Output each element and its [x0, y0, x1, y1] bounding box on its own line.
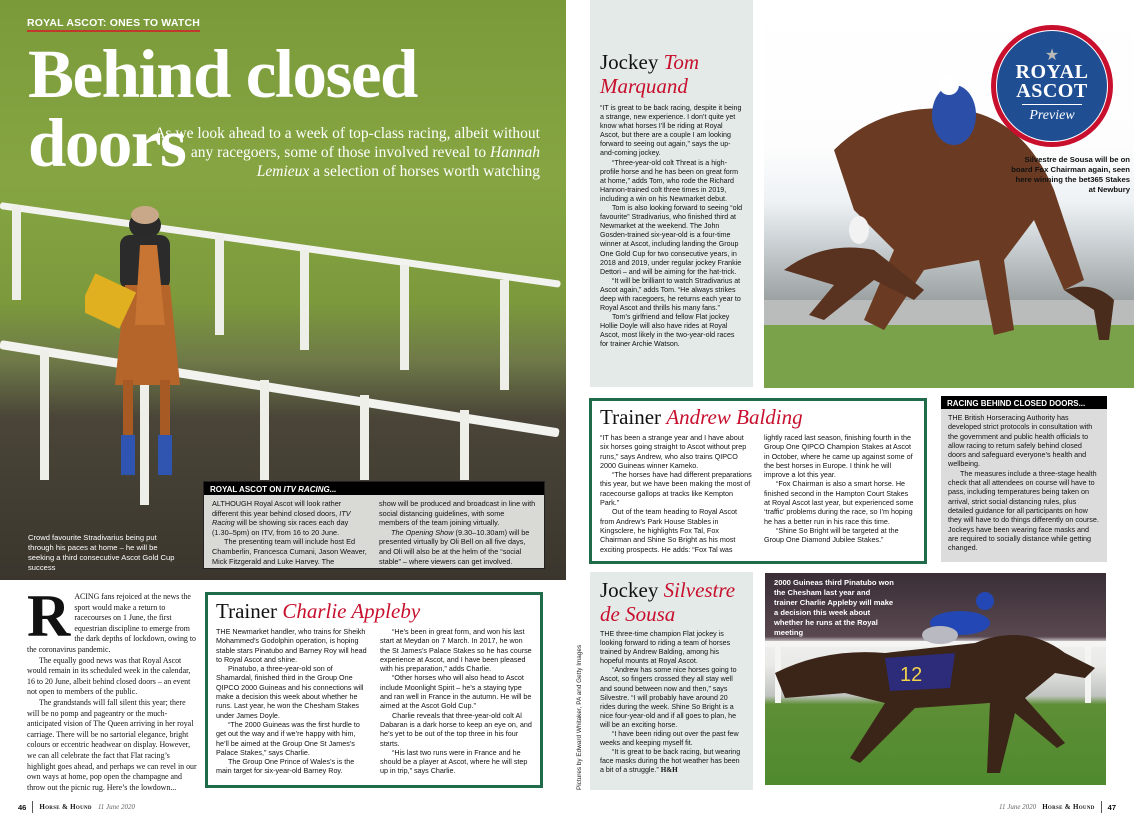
section-kicker: ROYAL ASCOT: ONES TO WATCH: [27, 17, 200, 32]
divider: [32, 801, 33, 813]
box-column: [764, 433, 916, 554]
photo-caption: Silvestre de Sousa will be on board Fox Chairman again, seen here winning the bet365 Stakes at Newbury: [1011, 155, 1130, 194]
person-name: Andrew Balding: [666, 405, 803, 429]
paragraph: The measures include a three-stage health check that all attendees on course will have to pass, including temperatures being taken on arrival, strict social distancing rules, plus detailed guidance for all participants on how they will have to do things differently on course. Jockeys have been wearing face masks and are required to socially distance while getting changed.: [948, 468, 1099, 553]
paragraph: lightly raced last season, finishing fourth in the Group One QIPCO Champion Stakes at Ascot in October, where he came up against some of the best horses in Europe. I think he will improve a lot this year.: [764, 433, 913, 480]
racing-behind-closed-doors-box: [941, 396, 1107, 562]
paragraph: “Andrew has some nice horses going to Ascot, so fingers crossed they all stay well and sound between now and then,” says Silvestre. “I will probably have around 20 rides during the week. Shine So Bright is a nice four-year-old and if all goes to plan, he will be an exciting horse.: [600, 666, 737, 729]
trainer-andrew-balding-box: [589, 398, 927, 564]
saddlecloth-number: 12: [900, 664, 923, 686]
box-heading: [600, 405, 916, 429]
page-footer-right: [999, 801, 1116, 813]
paragraph: Pinatubo, a three-year-old son of Shamardal, finished third in the Group One QIPCO 2000 Guineas and his connections will make a decision this week about whether he runs. Last year, he won the Chesham Stakes under James Doyle.: [216, 664, 364, 720]
badge-line: Preview: [1029, 107, 1075, 123]
paragraph: The Group One Prince of Wales’s is the main target for six-year-old Barney Roy.: [216, 757, 355, 776]
box-column: [379, 499, 536, 566]
badge-line: ROYAL: [1015, 60, 1089, 83]
rail-post: [215, 235, 224, 335]
box-column: [212, 499, 369, 566]
badge-line: ASCOT: [1016, 79, 1088, 102]
role-label: Trainer: [600, 405, 667, 429]
paragraph: Tom’s girlfriend and fellow Flat jockey Hollie Doyle will also have rides at Royal Ascot, most likely in the two-year-old races for trainer Archie Watson.: [600, 313, 735, 349]
rail-post: [360, 395, 369, 480]
text: (9.30–10.30am) will be presented virtually by Oli Bell on all five days, and Oli will also be at the helm of the “social stable” – where viewers can get involved.: [379, 527, 530, 566]
photo-caption: Crowd favourite Stradivarius being put through his paces at home – he will be seeking a third consecutive Ascot Gold Cup success: [28, 533, 175, 572]
paragraph: “Fox Chairman is also a smart horse. He finished second in the Hampton Court Stakes at Royal Ascot last year, but experienced some ‘traffic’ problems during the race, so I’m hoping he has a better run in his race this time.: [764, 479, 914, 526]
picture-credit: Pictures by Edward Whitaker, PA and Getty Images: [576, 644, 583, 790]
box-title: RACING BEHIND CLOSED DOORS...: [941, 396, 1107, 409]
rail-post: [460, 410, 469, 480]
text: “It is great to be back racing, but wearing face masks during the hot weather has been a bit of a struggle.”: [600, 748, 741, 775]
magazine-name: Horse & Hound: [39, 803, 92, 811]
paragraph: “Other horses who will also head to Ascot include Moonlight Spirit – he’s a staying type and ran well in France in the autumn. He will be aimed at the Ascot Gold Cup.”: [380, 673, 532, 711]
box-heading: [600, 578, 743, 626]
paragraph: “The 2000 Guineas was the first hurdle to get out the way and if we’re happy with him, he’ll be aimed at the Group One St James’s Palace Stakes,” says Charlie.: [216, 719, 360, 757]
intro-article: [27, 583, 199, 793]
paragraph: “It will be brilliant to watch Stradivarius at Ascot again,” adds Tom. “He always strikes deep with racegoers, he returns each year to Royal Ascot and thrills his many fans.”: [600, 276, 741, 313]
role-label: Jockey: [600, 50, 664, 74]
standfirst-text: As we look ahead to a week of top-class racing, albeit without any racegoers, some of those involved reveal to: [154, 125, 540, 161]
page-footer-left: [18, 801, 135, 813]
box-column: [216, 627, 368, 776]
magazine-name: Horse & Hound: [1042, 803, 1095, 811]
divider: [1101, 801, 1102, 813]
box-title-emphasis: ITV RACING...: [283, 485, 337, 494]
issue-date: 11 June 2020: [998, 803, 1037, 811]
drop-cap: R: [27, 583, 71, 649]
standfirst-text: a selection of horses worth watching: [309, 163, 540, 180]
text: ALTHOUGH Royal Ascot will look rather different this year behind closed doors,: [212, 499, 342, 518]
person-name: Silvestre de Sousa: [600, 578, 736, 626]
rail-post: [40, 350, 49, 480]
paragraph: “IT is great to be back racing, despite it being a strange, new experience. I don’t quite yet know what horses I’ll be riding at Royal Ascot, but there are a couple I am looking forward to seeing out again,” says the up-and-coming jockey.: [600, 104, 742, 158]
role-label: Jockey: [600, 578, 664, 602]
rail-post: [12, 205, 21, 300]
person-name: Charlie Appleby: [282, 599, 421, 623]
paragraph: [600, 748, 743, 775]
paragraph: ACING fans rejoiced at the news the sport would make a return to racecourses on 1 June, the first equestrian discipline to emerge from the dark depths of lockdown, owing to the coronavirus pandemic.: [27, 592, 196, 654]
paragraph: “Three-year-old colt Threat is a high-profile horse and he has been on great form at home,” adds Tom, who rode the Richard Hannon-trained colt three times in 2019, including a win on his Newmarket debut.: [600, 158, 739, 203]
text-emphasis: ITV Racing: [212, 508, 351, 528]
sign-off: H&H: [660, 766, 678, 775]
paragraph: THE Newmarket handler, who trains for Sheikh Mohammed’s Godolphin operation, is hoping stable stars Pinatubo and Barney Roy will head to Royal Ascot and shine.: [216, 627, 367, 664]
text: will be showing six races each day (1.30–5pm) on ITV, from 16 to 20 June.: [212, 518, 349, 537]
paragraph: “The horses have had different preparations this year, but we have been making the most of racecourse gallops at tracks like Kempton Park.”: [600, 470, 752, 508]
star-icon: ★: [1044, 46, 1060, 64]
box-column: [380, 627, 532, 776]
box-title-text: ROYAL ASCOT ON: [210, 485, 284, 494]
paragraph: “Shine So Bright will be targeted at the Group One Diamond Jubilee Stakes.”: [764, 525, 899, 545]
paragraph: “He’s been in great form, and won his last start at Meydan on 7 March. In 2017, he won the St James’s Palace Stakes so he has course experience at Ascot, and I have been pleased with his preparation,” adds Charlie.: [380, 627, 532, 674]
paragraph: Out of the team heading to Royal Ascot from Andrew’s Park House Stables in Kingsclere, he highlights Fox Tal, Fox Chairman and Shine So Bright as his most exciting prospects. He adds: “Fox Tal was: [600, 507, 738, 554]
box-heading: [600, 50, 743, 98]
paragraph: THE three-time champion Flat jockey is looking forward to riding a team of horses trained by Andrew Balding, among his hopeful mounts at Royal Ascot.: [600, 630, 731, 666]
rail-post: [500, 280, 509, 390]
role-label: Trainer: [216, 599, 283, 623]
paragraph: [212, 499, 369, 537]
paragraph: The presenting team will include host Ed Chamberlin, Francesca Cumani, Jason Weaver, Mick Fitzgerald and Luke Harvey. The: [212, 537, 367, 566]
box-heading: [216, 599, 532, 623]
box-title: [204, 482, 544, 495]
box-column: [600, 433, 752, 554]
royal-ascot-preview-badge: [991, 25, 1113, 147]
jockey-tom-marquand-box: [590, 0, 753, 387]
paragraph: “IT has been a strange year and I have about six horses going straight to Ascot without prep runs,” says Andrew, who also trains QIPCO 2000 Guineas winner Kameko.: [600, 433, 747, 470]
text-emphasis: The Opening Show: [391, 527, 454, 537]
author-name: Hannah Lemieux: [256, 144, 540, 180]
itv-racing-box: [203, 481, 545, 569]
divider: [1022, 104, 1082, 105]
photo-caption: 2000 Guineas third Pinatubo won the Chesham last year and trainer Charlie Appleby will make a decision this week about whether he runs at the Royal meeting: [774, 578, 894, 637]
paragraph: The grandstands will fall silent this year; there will be no pomp and pageantry or the much-anticipated vision of The Queen arriving in her royal carriage. There will be no sartorial elegance, bright colours or eccentric headwear on display. However, we can all celebrate the fact that Flat racing’s highlight goes ahead, and perhaps we can revel in our own ways at home, pop open the champagne and throw out the picnic rug. Here’s the lowdown...: [27, 697, 197, 792]
rail-post: [300, 250, 309, 350]
paragraph: show will be produced and broadcast in line with social distancing guidelines, with some members of the team joining virtually.: [379, 499, 536, 528]
issue-date: 11 June 2020: [97, 803, 136, 811]
rail-post: [260, 380, 269, 480]
paragraph: Tom is also looking forward to seeing “old favourite” Stradivarius, who finished third at Newmarket at the weekend. The John Gosden-trained six-year-old is a four-time winner at Ascot, including landing the Group One Gold Cup for two consecutive years, in 2018 and 2019, under regular jockey Frankie Dettori – and will be aiming for the hat-trick.: [600, 204, 743, 276]
rail-post: [400, 265, 409, 370]
paragraph: THE British Horseracing Authority has developed strict protocols in consultation with the government and public health officials to allow racing to return safely behind closed doors and safeguard everyone’s health and wellbeing.: [948, 413, 1093, 469]
trainer-charlie-appleby-box: [205, 592, 543, 788]
person-name: Tom Marquand: [600, 50, 699, 98]
page-number: 47: [1107, 802, 1116, 812]
jockey-silvestre-de-sousa-box: [590, 572, 753, 790]
paragraph: Charlie reveals that three-year-old colt Al Dabaran is a dark horse to keep an eye on, and he’s yet to be out of the top three in his four starts.: [380, 710, 532, 748]
horse-and-rider-image: [85, 185, 205, 495]
paragraph: The equally good news was that Royal Ascot would remain in its scheduled week in the calendar, 16 to 20 June, albeit behind closed doors – an event not open to members of the public.: [27, 655, 191, 697]
paragraph: “His last two runs were in France and he should be a player at Ascot, where he will step up in trip,” says Charlie.: [380, 747, 528, 776]
paragraph: [379, 528, 536, 566]
paragraph: “I have been riding out over the past few weeks and keeping myself fit.: [600, 730, 739, 748]
page-headline: Behind closed doors: [28, 36, 417, 181]
rail: [0, 340, 560, 437]
standfirst: [150, 124, 540, 181]
page-number: 46: [18, 802, 27, 812]
